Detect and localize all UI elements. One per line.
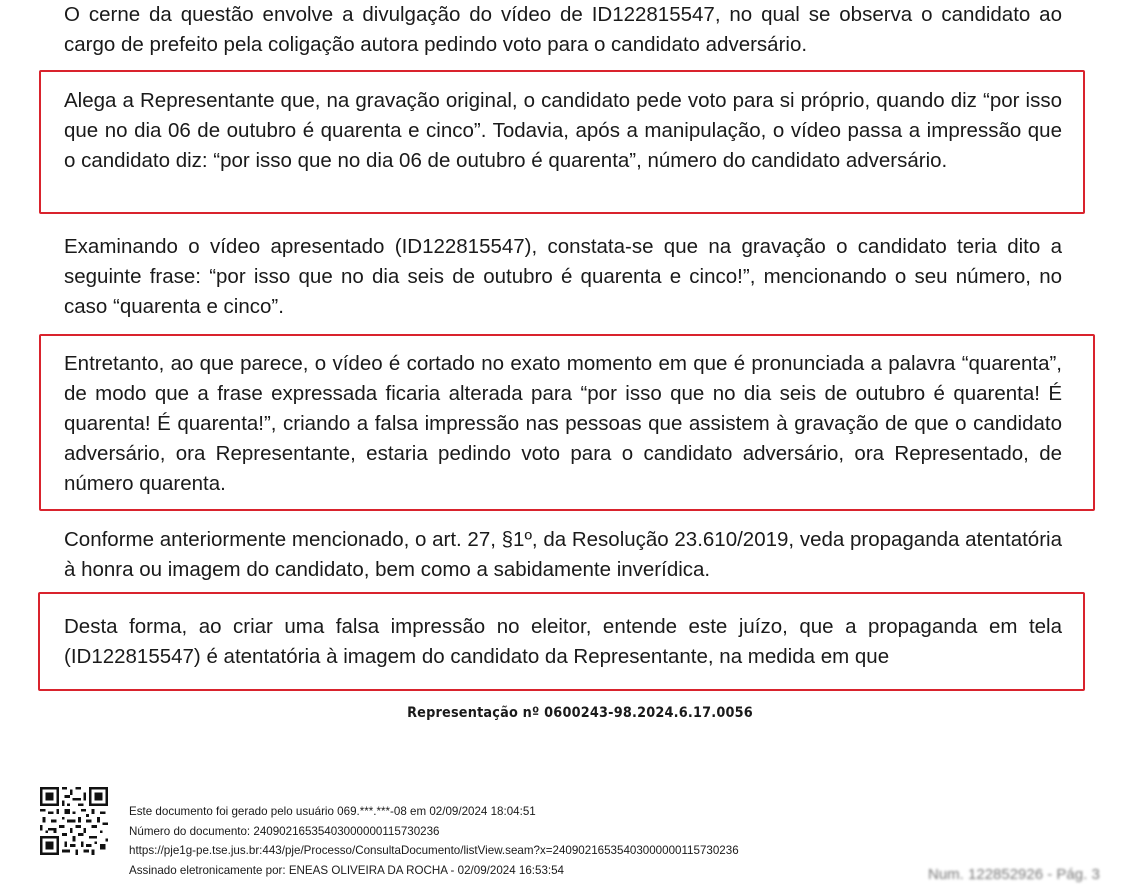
case-number-caption: Representação nº 0600243-98.2024.6.17.0056 [407, 705, 753, 721]
document-metadata [129, 802, 739, 880]
paragraph-4-highlighted: Entretanto, ao que parece, o vídeo é cortado no exato momento em que é pronunciada a palavra “quarenta”, de modo que a frase expressada ficaria alterada para “por isso que no dia seis de outubro é quarenta! É quarenta! É quarenta!”, criando a falsa impressão nas pessoas que assistem à gravação de que o candidato adversário, ora Representante, estaria pedindo voto para o candidato adversário, ora Representado, de número quarenta. [64, 352, 1062, 495]
page-number-text: Num. 122852926 - Pág. 3 [928, 866, 1100, 883]
paragraph-2-highlighted: Alega a Representante que, na gravação original, o candidato pede voto para si próprio, quando diz “por isso que no dia 06 de outubro é quarenta e cinco”. Todavia, após a manipulação, o vídeo passa a impressão que o candidato diz: “por isso que no dia 06 de outubro é quarenta”, número do candidato adversário. [64, 89, 1062, 172]
qr-code-icon [40, 787, 108, 855]
document-url-link[interactable]: https://pje1g-pe.tse.jus.br:443/pje/Processo/ConsultaDocumento/listView.seam?x=24090216535403000000115730236 [129, 844, 739, 858]
page-number [928, 866, 1100, 883]
paragraph-1: O cerne da questão envolve a divulgação do vídeo de ID122815547, no qual se observa o candidato ao cargo de prefeito pela coligação autora pedindo voto para o candidato adversário. [64, 3, 1062, 56]
document-number-line: Número do documento: 24090216535403000000115730236 [129, 824, 440, 838]
paragraph-6-highlighted: Desta forma, ao criar uma falsa impressão no eleitor, entende este juízo, que a propaganda em tela (ID122815547) é atentatória à imagem do candidato da Representante, na medida em que [64, 615, 1062, 668]
paragraph-3: Examinando o vídeo apresentado (ID122815547), constata-se que na gravação o candidato teria dito a seguinte frase: “por isso que no dia seis de outubro é quarenta e cinco!”, mencionando o seu número, no caso “quarenta e cinco”. [64, 235, 1062, 318]
signed-by-line: Assinado eletronicamente por: ENEAS OLIVEIRA DA ROCHA - 02/09/2024 16:53:54 [129, 863, 565, 877]
paragraph-5: Conforme anteriormente mencionado, o art. 27, §1º, da Resolução 23.610/2019, veda propaganda atentatória à honra ou imagem do candidato, bem como a sabidamente inverídica. [64, 528, 1062, 581]
generated-by-line: Este documento foi gerado pelo usuário 069.***.***-08 em 02/09/2024 18:04:51 [129, 805, 536, 818]
